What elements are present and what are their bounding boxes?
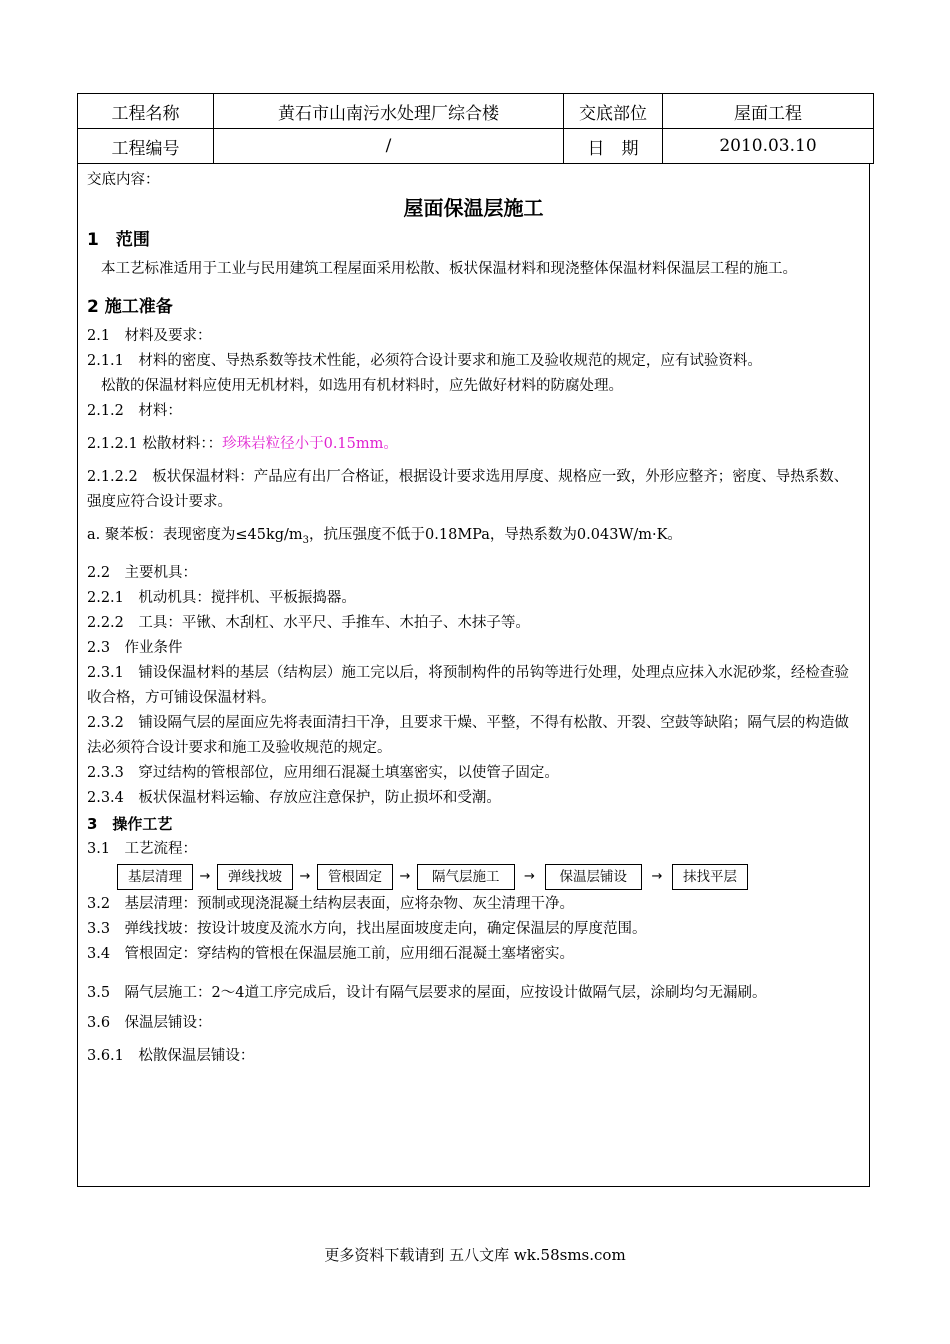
- header-row: [78, 94, 874, 129]
- paragraph: 2.2 主要机具：: [87, 564, 198, 581]
- paragraph: 2.3.4 板状保温材料运输、存放应注意保护，防止损坏和受潮。: [87, 789, 501, 806]
- paragraph: 松散的保温材料应使用无机材料，如选用有机材料时，应先做好材料的防腐处理。: [101, 378, 623, 394]
- flow-step: 抹找平层: [672, 864, 748, 890]
- paragraph: 3.6 保温层铺设：: [87, 1014, 212, 1031]
- paragraph: 2.3.3 穿过结构的管根部位，应用细石混凝土填塞密实，以使管子固定。: [87, 764, 559, 781]
- flow-step: 弹线找坡: [217, 864, 293, 890]
- header-row: [78, 129, 874, 164]
- flow-step: 保温层铺设: [545, 864, 643, 890]
- paragraph: 2.2.1 机动机具：搅拌机、平板振捣器。: [87, 589, 356, 606]
- project-name-label: 工程名称: [78, 94, 214, 129]
- paragraph: 3.2 基层清理：预制或现浇混凝土结构层表面，应将杂物、灰尘清理干净。: [87, 895, 575, 912]
- content-body: [87, 168, 860, 1069]
- paragraph: 2.3.2 铺设隔气层的屋面应先将表面清扫干净，且要求干燥、平整，不得有松散、开裂、空鼓等缺陷；隔气层的构造做法必须符合设计要求和施工及验收规范的规定。: [87, 714, 849, 756]
- doc-title: 屋面保温层施工: [403, 196, 544, 220]
- document-page: [77, 93, 873, 1187]
- paragraph: 3.5 隔气层施工：2～4道工序完成后，设计有隔气层要求的屋面，应按设计做隔气层，涂刷均匀无漏刷。: [87, 984, 767, 1001]
- process-flow: [117, 862, 860, 892]
- section-heading: 2 施工准备: [87, 297, 173, 317]
- paragraph: 3.6.1 松散保温层铺设：: [87, 1047, 255, 1064]
- paragraph: 本工艺标准适用于工业与民用建筑工程屋面采用松散、板状保温材料和现浇整体保温材料保温层工程的施工。: [101, 261, 797, 277]
- flow-step: 管根固定: [317, 864, 393, 890]
- paragraph: 2.3.1 铺设保温材料的基层（结构层）施工完以后，将预制构件的吊钩等进行处理，处理点应抹入水泥砂浆，经检查验收合格，方可铺设保温材料。: [87, 664, 849, 706]
- handover-part-label: 交底部位: [564, 94, 663, 129]
- header-table: [77, 93, 874, 164]
- paragraph: 2.1.2 材料：: [87, 403, 182, 419]
- project-name-value: 黄石市山南污水处理厂综合楼: [214, 94, 564, 129]
- paragraph: 2.1 材料及要求：: [87, 328, 212, 344]
- flow-arrow-icon: →: [299, 869, 311, 885]
- section-heading: 1 范围: [87, 230, 150, 250]
- date-value: 2010.03.10: [663, 129, 874, 164]
- paragraph: 2.3 作业条件: [87, 639, 183, 656]
- project-number-value: /: [214, 129, 564, 164]
- loose-material-label: 2.1.2.1 松散材料：：: [87, 436, 223, 452]
- paragraph: 2.1.2.2 板状保温材料：产品应有出厂合格证，根据设计要求选用厚度、规格应一致，外形应整齐；密度、导热系数、强度应符合设计要求。: [87, 469, 849, 510]
- date-label: 日 期: [564, 129, 663, 164]
- paragraph: 3.3 弹线找坡：按设计坡度及流水方向，找出屋面坡度走向，确定保温层的厚度范围。: [87, 920, 647, 937]
- paragraph: [87, 432, 860, 457]
- flow-arrow-icon: →: [651, 869, 663, 885]
- paragraph: 3.4 管根固定：穿结构的管根在保温层施工前，应用细石混凝土塞堵密实。: [87, 945, 575, 962]
- flow-step: 隔气层施工: [417, 864, 515, 890]
- eps-text-pre: a. 聚苯板：表现密度为≤45kg/m: [87, 527, 303, 543]
- footer-link[interactable]: 更多资料下载请到 五八文库 wk.58sms.com: [324, 1246, 626, 1264]
- flow-step: 基层清理: [117, 864, 193, 890]
- paragraph: 2.1.1 材料的密度、导热系数等技术性能，必须符合设计要求和施工及验收规范的规定，应有试验资料。: [87, 353, 762, 369]
- loose-material-value: 珍珠岩粒径小于0.15mm。: [222, 436, 398, 452]
- flow-arrow-icon: →: [399, 869, 411, 885]
- flow-arrow-icon: →: [199, 869, 211, 885]
- paragraph: 3.1 工艺流程：: [87, 840, 198, 857]
- paragraph: 2.2.2 工具：平锹、木刮杠、水平尺、手推车、木拍子、木抹子等。: [87, 614, 530, 631]
- flow-arrow-icon: →: [524, 869, 535, 885]
- eps-text-sub: 3: [302, 534, 310, 546]
- content-box: [77, 164, 870, 1187]
- eps-text-post: ，抗压强度不低于0.18MPa，导热系数为0.043W/m·K。: [309, 527, 682, 543]
- handover-part-value: 屋面工程: [663, 94, 874, 129]
- intro-label: 交底内容：: [87, 172, 160, 188]
- project-number-label: 工程编号: [78, 129, 214, 164]
- section-heading: 3 操作工艺: [87, 814, 173, 833]
- paragraph: [87, 523, 860, 553]
